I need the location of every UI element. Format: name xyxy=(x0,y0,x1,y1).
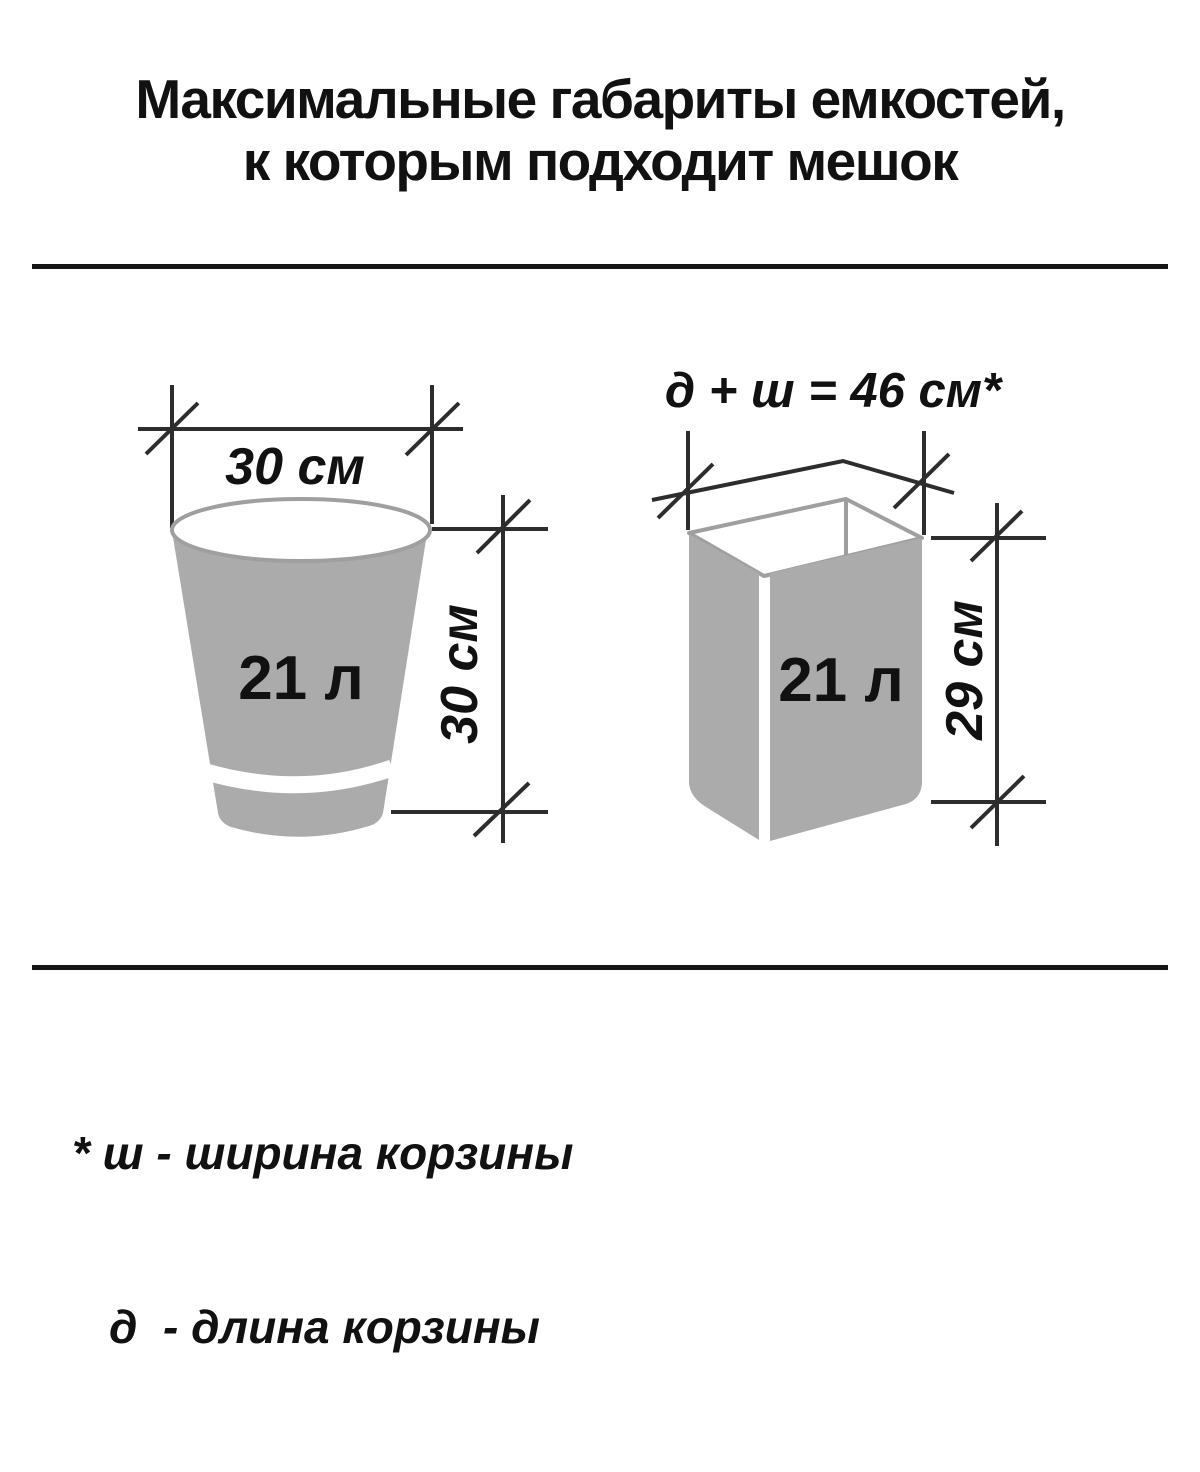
footnote-line-1: * ш - ширина корзины xyxy=(72,1127,574,1179)
rect-bin-height-label: 29 см xyxy=(936,600,994,740)
rect-bin-left-face xyxy=(689,534,759,840)
rect-bin-height-dimension xyxy=(931,503,1046,846)
tick-mark xyxy=(894,454,949,508)
title-line-1: Максимальные габариты емкостей, xyxy=(135,68,1065,130)
round-bin-volume-label: 21 л xyxy=(238,644,364,713)
footnote-line-2: д - длина корзины xyxy=(109,1301,540,1353)
rect-bin-volume-label: 21 л xyxy=(778,646,904,715)
rect-bin-figure xyxy=(652,364,1046,846)
bottom-divider xyxy=(32,965,1168,970)
title-line-2: к которым подходит мешок xyxy=(242,130,958,192)
round-bin-width-label: 30 см xyxy=(225,438,365,496)
round-bin-figure xyxy=(138,385,548,843)
round-bin-rim xyxy=(172,499,430,561)
footnote xyxy=(72,1008,573,1472)
round-bin-height-label: 30 см xyxy=(431,604,489,744)
rect-bin-formula-label: д + ш = 46 см* xyxy=(664,364,1002,418)
